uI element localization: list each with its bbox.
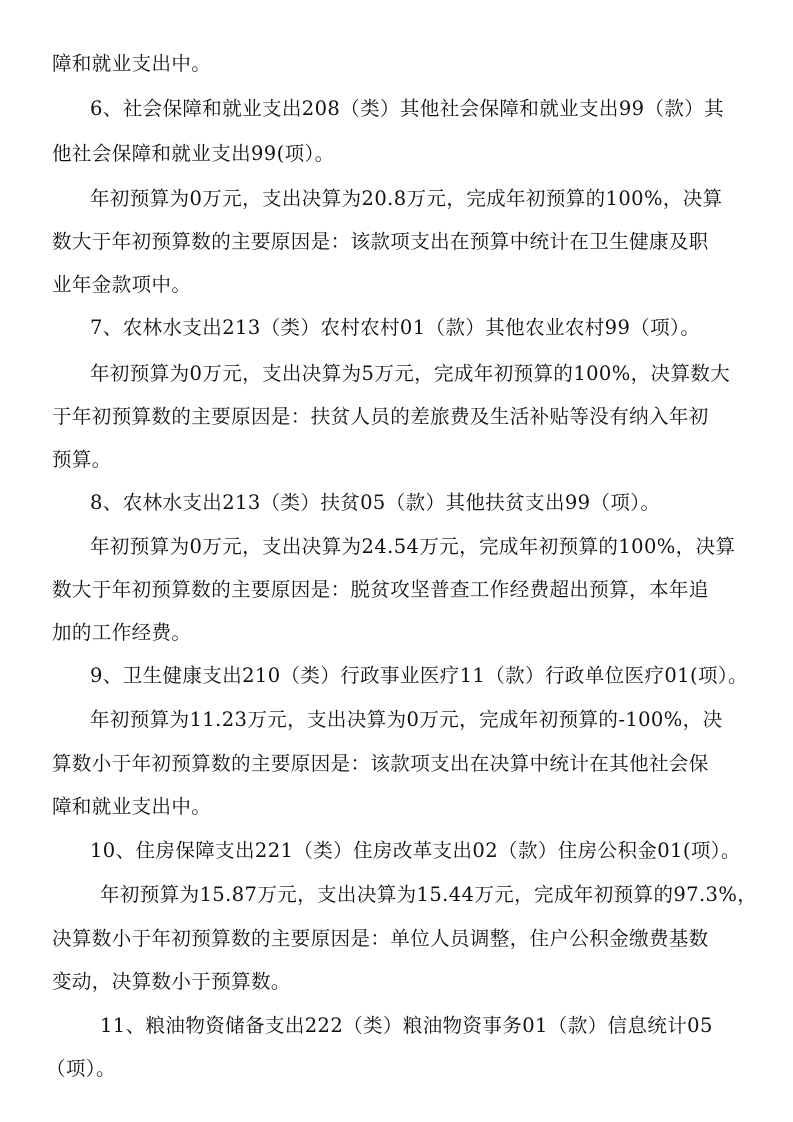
text-line: 10、住房保障支出221（类）住房改革支出02（款）住房公积金01(项）。 [90,839,741,862]
text-line: 9、卫生健康支出210（类）行政事业医疗11（款）行政单位医疗01(项）。 [90,664,748,687]
text-line: （项）。 [46,1057,116,1080]
text-line: 障和就业支出中。 [52,52,212,75]
text-line: 他社会保障和就业支出99(项）。 [52,142,335,165]
text-line: 于年初预算数的主要原因是：扶贫人员的差旅费及生活补贴等没有纳入年初 [52,405,709,428]
text-line: 年初预算为15.87万元，支出决算为15.44万元，完成年初预算的97.3%， [100,883,758,906]
text-line: 年初预算为0万元，支出决算为24.54万元，完成年初预算的100%，决算 [90,535,736,558]
text-line: 加的工作经费。 [52,621,192,644]
text-line: 变动，决算数小于预算数。 [52,970,291,993]
text-line: 11、粮油物资储备支出222（类）粮油物资事务01（款）信息统计05 [100,1014,713,1037]
text-line: 数大于年初预算数的主要原因是：脱贫攻坚普查工作经费超出预算，本年追 [52,578,709,601]
text-line: 6、社会保障和就业支出208（类）其他社会保障和就业支出99（款）其 [90,97,725,120]
text-line: 7、农林水支出213（类）农村农村01（款）其他农业农村99（项）。 [90,316,701,339]
text-line: 数大于年初预算数的主要原因是：该款项支出在预算中统计在卫生健康及职 [52,230,709,253]
text-line: 8、农林水支出213（类）扶贫05（款）其他扶贫支出99（项）。 [90,491,661,514]
text-line: 年初预算为0万元，支出决算为5万元，完成年初预算的100%，决算数大 [90,362,731,385]
text-line: 算数小于年初预算数的主要原因是：该款项支出在决算中统计在其他社会保 [52,752,709,775]
text-line: 年初预算为0万元，支出决算为20.8万元，完成年初预算的100%，决算 [90,187,723,210]
text-line: 障和就业支出中。 [52,795,212,818]
text-line: 决算数小于年初预算数的主要原因是：单位人员调整，住户公积金缴费基数 [52,927,709,950]
text-line: 业年金款项中。 [52,273,192,296]
text-line: 年初预算为11.23万元，支出决算为0万元，完成年初预算的-100%，决 [90,708,723,731]
text-line: 预算。 [52,448,112,471]
